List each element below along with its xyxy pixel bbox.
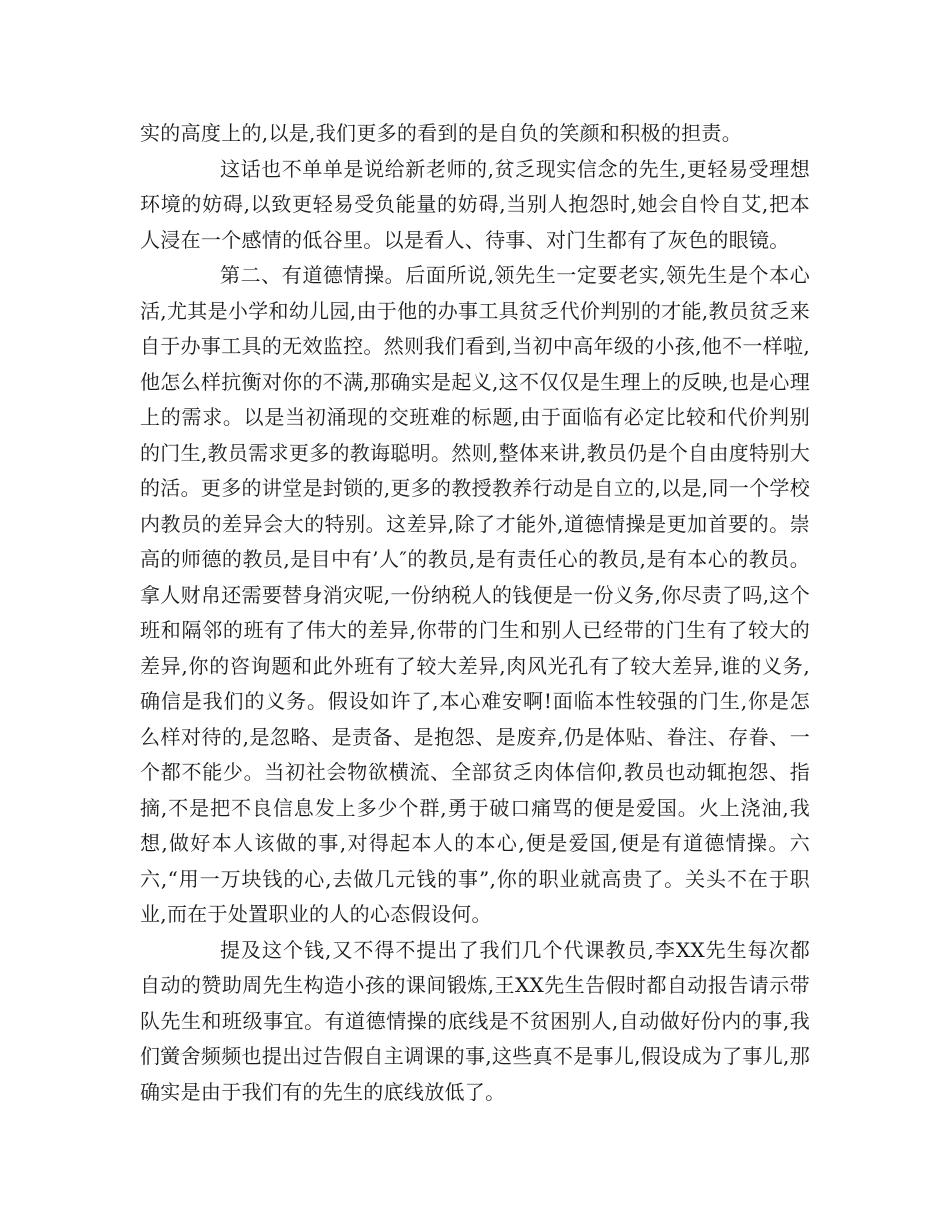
paragraph-1: 实的高度上的,以是,我们更多的看到的是自负的笑颜和积极的担责。 bbox=[140, 121, 743, 145]
paragraph-4: 提及这个钱,又不得不提出了我们几个代课教员,李XX先生每次都自动的赞助周先生构造小孩的课间锻炼,王XX先生告假时都自动报告请示带队先生和班级事宜。有道德情操的底线是不贫困别人,自动做好份内的事,我们黉舍频频也提出过告假自主调课的事,这些真不是事儿,假设成为了事儿,那确实是由于我们有的先生的底线放低了。 bbox=[140, 937, 810, 1104]
paragraph-2: 这话也不单单是说给新老师的,贫乏现实信念的先生,更轻易受理想环境的妨碍,以致更轻易受负能量的妨碍,当别人抱怨时,她会自怜自艾,把本人浸在一个感情的低谷里。以是看人、待事、对门生都有了灰色的眼镜。 bbox=[140, 156, 810, 252]
paragraph-3: 第二、有道德情操。后面所说,领先生一定要老实,领先生是个本心活,尤其是小学和幼儿园,由于他的办事工具贫乏代价判别的才能,教员贫乏来自于办事工具的无效监控。然则我们看到,当初中高年级的小孩,他不一样啦,他怎么样抗衡对你的不满,那确实是起义,这不仅仅是生理上的反映,也是心理上的需求。以是当初涌现的交班难的标题,由于面临有必定比较和代价判别的门生,教员需求更多的教诲聪明。然则,整体来讲,教员仍是个自由度特别大的活。更多的讲堂是封锁的,更多的教授教养行动是自立的,以是,同一个学校内教员的差异会大的特别。这差异,除了才能外,道德情操是更加首要的。崇高的师德的教员,是目中有’人″的教员,是有责任心的教员,是有本心的教员。拿人财帛还需要替身消灾呢,一份纳税人的钱便是一份义务,你尽责了吗,这个班和隔邻的班有了伟大的差异,你带的门生和别人已经带的门生有了较大的差异,你的咨询题和此外班有了较大差异,肉风光孔有了较大差异,谁的义务,确信是我们的义务。假设如许了,本心难安啊!面临本性较强的门生,你是怎么样对待的,是忽略、是责备、是抱怨、是废弃,仍是体贴、眷注、存眷、一个都不能少。当初社会物欲横流、全部贫乏肉体信仰,教员也动辄抱怨、指摘,不是把不良信息发上多少个群,勇于破口痛骂的便是爱国。火上浇油,我想,做好本人该做的事,对得起本人的本心,便是爱国,便是有道德情操。六六,“用一万块钱的心,去做几元钱的事”,你的职业就高贵了。关头不在于职业,而在于处置职业的人的心态假设何。 bbox=[140, 263, 810, 926]
